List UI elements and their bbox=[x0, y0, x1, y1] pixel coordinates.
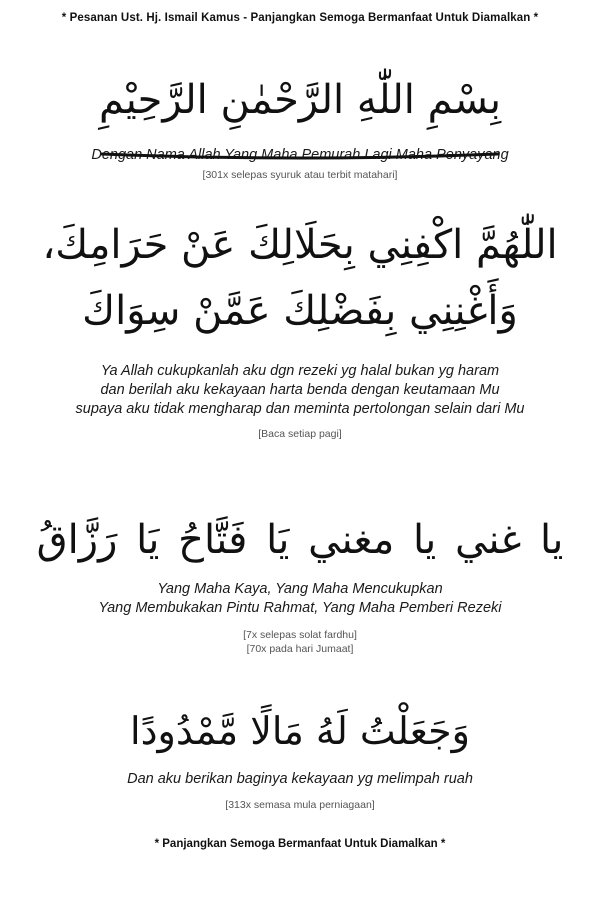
doa3-translation: Dan aku berikan baginya kekayaan yg melimpah ruah bbox=[127, 771, 473, 787]
doa-section-2 bbox=[0, 508, 600, 656]
doa2-translation-line: Yang Membukakan Pintu Rahmat, Yang Maha Pemberi Rezeki bbox=[98, 600, 502, 616]
doa3-arabic: وَجَعَلْتُ لَهُ مَالًا مَّمْدُودًا bbox=[130, 709, 470, 753]
doa2-note bbox=[0, 628, 600, 656]
basmala-arabic: بِسْمِ اللّٰهِ الرَّحْمٰنِ الرَّحِيْمِ bbox=[98, 77, 502, 123]
doa1-translation bbox=[0, 362, 600, 419]
doa1-arabic-line: اللّٰهُمَّ اكْفِنِي بِحَلَالِكَ عَنْ حَرَامِكَ، bbox=[42, 222, 558, 268]
doa-section-3 bbox=[0, 700, 600, 812]
doa2-note-line: [7x selepas solat fardhu] bbox=[243, 629, 357, 641]
header-note: * Pesanan Ust. Hj. Ismail Kamus - Panjangkan Semoga Bermanfaat Untuk Diamalkan * bbox=[61, 12, 539, 24]
doa-section-1 bbox=[0, 212, 600, 441]
basmala-translation: Dengan Nama Allah Yang Maha Pemurah Lagi Maha Penyayang bbox=[91, 147, 509, 163]
doa1-translation-line: dan berilah aku kekayaan harta benda dengan keutamaan Mu bbox=[100, 382, 500, 398]
doa2-translation bbox=[0, 580, 600, 618]
basmala-note: [301x selepas syuruk atau terbit matahari] bbox=[202, 169, 398, 181]
doa2-translation-line: Yang Maha Kaya, Yang Maha Mencukupkan bbox=[157, 581, 443, 597]
doa1-arabic bbox=[0, 212, 600, 344]
doa1-translation-line: supaya aku tidak mengharap dan meminta pertolongan selain dari Mu bbox=[75, 401, 525, 417]
basmala-section bbox=[0, 64, 600, 182]
doa3-note: [313x semasa mula perniagaan] bbox=[225, 799, 375, 811]
doa2-note-line: [70x pada hari Jumaat] bbox=[246, 643, 354, 655]
doa1-translation-line: Ya Allah cukupkanlah aku dgn rezeki yg halal bukan yg haram bbox=[100, 363, 500, 379]
doa1-note: [Baca setiap pagi] bbox=[258, 428, 342, 440]
footer-note: * Panjangkan Semoga Bermanfaat Untuk Diamalkan * bbox=[154, 838, 446, 850]
doa2-arabic: يا غني يا مغني يَا فَتَّاحُ يَا رَزَّاقُ bbox=[36, 517, 564, 563]
calligraphy-stroke bbox=[100, 148, 500, 162]
doa1-arabic-line: وَأَغْنِنِي بِفَضْلِكَ عَمَّنْ سِوَاكَ bbox=[82, 288, 518, 334]
